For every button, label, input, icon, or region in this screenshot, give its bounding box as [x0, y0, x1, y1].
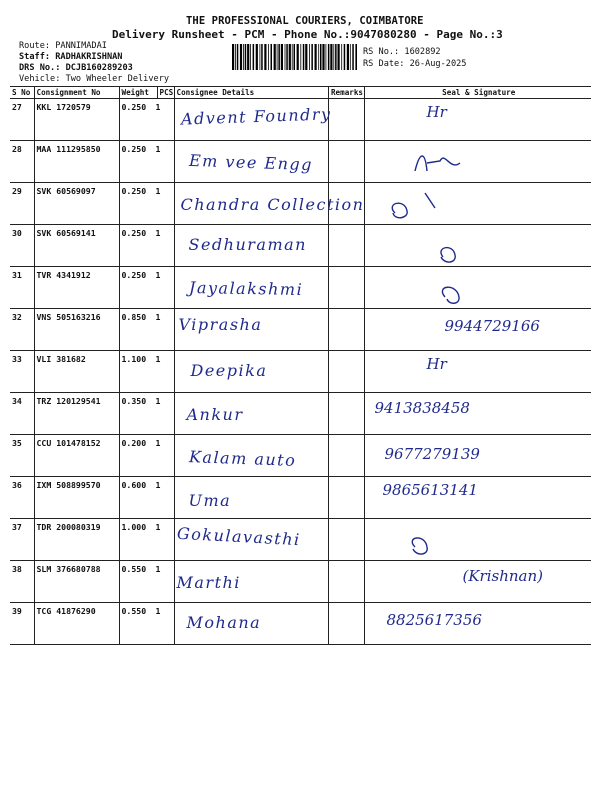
- table-row: [10, 435, 591, 477]
- remarks-cell: [328, 435, 364, 477]
- rs-number: RS No.: 1602892: [363, 47, 441, 57]
- weight-value: 0.350: [121, 396, 147, 406]
- weight-value: 0.250: [121, 144, 147, 154]
- barcode-bar: [261, 44, 263, 70]
- barcode-bar: [355, 44, 357, 70]
- table-row: [10, 477, 591, 519]
- signature-cell: [364, 267, 591, 309]
- consignee-handwriting: Sedhuraman: [188, 235, 307, 254]
- runsheet-subtitle: Delivery Runsheet - PCM - Phone No.:9047080280 - Page No.:3: [112, 28, 503, 41]
- signature-cell: [364, 519, 591, 561]
- consignee-cell: [174, 351, 328, 393]
- remarks-cell: [328, 309, 364, 351]
- vehicle-label: Vehicle: Two Wheeler Delivery: [19, 74, 170, 84]
- sno-cell: [10, 477, 34, 519]
- weight-pcs-cell: [119, 309, 174, 351]
- consignment-number: VLI 381682: [36, 354, 86, 364]
- barcode-bar: [315, 44, 317, 70]
- consignment-cell: [34, 225, 119, 267]
- signature-handwriting: 9944729166: [444, 317, 540, 335]
- barcode-bar: [274, 44, 276, 70]
- pcs-value: 1: [155, 606, 161, 616]
- sno-value: 35: [12, 438, 22, 448]
- signature-handwriting: 9677279139: [384, 445, 480, 463]
- consignment-cell: [34, 561, 119, 603]
- barcode-bar: [347, 44, 349, 70]
- sno-value: 39: [12, 606, 22, 616]
- weight-pcs-cell: [119, 183, 174, 225]
- barcode-bar: [277, 44, 278, 70]
- col-header-weight: Weight: [119, 87, 157, 99]
- sno-cell: [10, 393, 34, 435]
- barcode-bar: [278, 44, 280, 70]
- consignment-number: SVK 60569141: [36, 228, 96, 238]
- table-row: [10, 309, 591, 351]
- sno-value: 31: [12, 270, 22, 280]
- barcode-bar: [294, 44, 296, 70]
- company-title: THE PROFESSIONAL COURIERS, COIMBATORE: [186, 15, 424, 27]
- table-row: [10, 99, 591, 141]
- pcs-value: 1: [155, 396, 161, 406]
- remarks-cell: [328, 477, 364, 519]
- barcode-bar: [289, 44, 291, 70]
- barcode-bar: [250, 44, 251, 70]
- barcode-bar: [243, 44, 244, 70]
- consignment-cell: [34, 393, 119, 435]
- signature-cell: [364, 393, 591, 435]
- weight-value: 0.250: [121, 186, 147, 196]
- signature-handwriting: Hr: [426, 103, 447, 121]
- signature-handwriting: 9865613141: [382, 481, 478, 499]
- table-row: [10, 351, 591, 393]
- sno-value: 34: [12, 396, 22, 406]
- weight-pcs-cell: [119, 561, 174, 603]
- consignee-handwriting: Advent Foundry: [180, 104, 332, 129]
- signature-cell: [364, 477, 591, 519]
- signature-stroke: [442, 287, 459, 303]
- signature-scribble: [365, 519, 592, 560]
- consignment-number: IXM 508899570: [36, 480, 101, 490]
- consignee-cell: [174, 561, 328, 603]
- barcode-bar: [285, 44, 286, 70]
- sno-cell: [10, 435, 34, 477]
- sno-cell: [10, 183, 34, 225]
- signature-cell: [364, 351, 591, 393]
- sno-value: 32: [12, 312, 22, 322]
- rs-date: RS Date: 26-Aug-2025: [363, 59, 467, 69]
- remarks-cell: [328, 225, 364, 267]
- remarks-cell: [328, 267, 364, 309]
- consignee-cell: [174, 141, 328, 183]
- table-row: [10, 267, 591, 309]
- consignment-number: TVR 4341912: [36, 270, 91, 280]
- pcs-value: 1: [155, 144, 161, 154]
- sno-cell: [10, 603, 34, 645]
- barcode-bar: [286, 44, 288, 70]
- signature-scribble: [365, 267, 592, 308]
- signature-handwriting: (Krishnan): [462, 567, 544, 585]
- sno-cell: [10, 225, 34, 267]
- sno-value: 27: [12, 102, 22, 112]
- weight-pcs-cell: [119, 519, 174, 561]
- consignee-handwriting: Jayalakshmi: [188, 278, 303, 299]
- barcode: [232, 44, 357, 70]
- consignee-handwriting: Kalam auto: [188, 447, 297, 470]
- barcode-bar: [232, 44, 234, 70]
- sno-cell: [10, 561, 34, 603]
- consignment-number: CCU 101478152: [36, 438, 101, 448]
- table-row: [10, 183, 591, 225]
- consignee-cell: [174, 603, 328, 645]
- pcs-value: 1: [155, 228, 161, 238]
- consignee-handwriting: Deepika: [190, 361, 268, 380]
- consignee-cell: [174, 435, 328, 477]
- sno-value: 33: [12, 354, 22, 364]
- signature-handwriting: Hr: [426, 355, 447, 373]
- weight-pcs-cell: [119, 435, 174, 477]
- signature-stroke: [412, 538, 427, 554]
- consignment-cell: [34, 309, 119, 351]
- consignee-cell: [174, 267, 328, 309]
- consignee-cell: [174, 225, 328, 267]
- barcode-bar: [352, 44, 354, 70]
- pcs-value: 1: [155, 480, 161, 490]
- barcode-bar: [247, 44, 249, 70]
- barcode-bar: [326, 44, 327, 70]
- consignee-cell: [174, 309, 328, 351]
- consignee-cell: [174, 477, 328, 519]
- consignment-cell: [34, 183, 119, 225]
- barcode-bar: [341, 44, 342, 70]
- weight-value: 0.200: [121, 438, 147, 448]
- consignment-number: SLM 376680788: [36, 564, 101, 574]
- signature-cell: [364, 99, 591, 141]
- barcode-bar: [292, 44, 293, 70]
- consignee-cell: [174, 519, 328, 561]
- barcode-bar: [253, 44, 255, 70]
- barcode-bar: [235, 44, 236, 70]
- sno-value: 36: [12, 480, 22, 490]
- signature-cell: [364, 141, 591, 183]
- sno-cell: [10, 351, 34, 393]
- sno-cell: [10, 309, 34, 351]
- delivery-table: [10, 86, 591, 645]
- barcode-bar: [260, 44, 261, 70]
- barcode-bar: [344, 44, 346, 70]
- pcs-value: 1: [155, 312, 161, 322]
- weight-value: 1.000: [121, 522, 147, 532]
- consignment-cell: [34, 603, 119, 645]
- signature-scribble: [365, 141, 592, 182]
- weight-value: 0.250: [121, 102, 147, 112]
- signature-scribble: [365, 183, 592, 224]
- consignment-cell: [34, 267, 119, 309]
- signature-cell: [364, 309, 591, 351]
- barcode-bar: [322, 44, 324, 70]
- col-header-remarks: Remarks: [328, 87, 364, 99]
- weight-pcs-cell: [119, 99, 174, 141]
- barcode-bar: [237, 44, 239, 70]
- weight-value: 0.250: [121, 228, 147, 238]
- barcode-bar: [330, 44, 332, 70]
- remarks-cell: [328, 183, 364, 225]
- col-header-consignment: Consignment No: [34, 87, 119, 99]
- barcode-bar: [333, 44, 334, 70]
- remarks-cell: [328, 99, 364, 141]
- pcs-value: 1: [155, 186, 161, 196]
- weight-value: 0.250: [121, 270, 147, 280]
- remarks-cell: [328, 141, 364, 183]
- consignee-handwriting: Marthi: [176, 573, 241, 592]
- remarks-cell: [328, 351, 364, 393]
- consignment-cell: [34, 99, 119, 141]
- remarks-cell: [328, 393, 364, 435]
- weight-value: 0.550: [121, 606, 147, 616]
- consignment-number: TDR 200080319: [36, 522, 101, 532]
- signature-cell: [364, 435, 591, 477]
- sno-value: 38: [12, 564, 22, 574]
- signature-cell: [364, 603, 591, 645]
- weight-value: 0.550: [121, 564, 147, 574]
- signature-stroke: [415, 156, 460, 171]
- pcs-value: 1: [155, 270, 161, 280]
- signature-handwriting: 8825617356: [386, 611, 482, 629]
- consignment-cell: [34, 477, 119, 519]
- consignment-number: VNS 505163216: [36, 312, 101, 322]
- col-header-sno: S No: [10, 87, 34, 99]
- weight-pcs-cell: [119, 267, 174, 309]
- consignment-cell: [34, 351, 119, 393]
- table-row: [10, 393, 591, 435]
- weight-pcs-cell: [119, 225, 174, 267]
- table-header-row: [10, 87, 591, 99]
- signature-cell: [364, 183, 591, 225]
- pcs-value: 1: [155, 354, 161, 364]
- signature-stroke: [392, 193, 435, 218]
- consignment-cell: [34, 519, 119, 561]
- pcs-value: 1: [155, 564, 161, 574]
- consignee-handwriting: Chandra Collection: [180, 195, 365, 214]
- remarks-cell: [328, 561, 364, 603]
- sno-value: 37: [12, 522, 22, 532]
- table-row: [10, 561, 591, 603]
- weight-pcs-cell: [119, 393, 174, 435]
- sno-value: 29: [12, 186, 22, 196]
- signature-stroke: [440, 248, 454, 262]
- consignment-number: MAA 111295850: [36, 144, 101, 154]
- pcs-value: 1: [155, 522, 161, 532]
- weight-pcs-cell: [119, 477, 174, 519]
- consignment-number: TRZ 120129541: [36, 396, 101, 406]
- weight-value: 1.100: [121, 354, 147, 364]
- sno-value: 30: [12, 228, 22, 238]
- consignee-handwriting: Mohana: [186, 613, 262, 632]
- barcode-bar: [338, 44, 340, 70]
- barcode-bar: [256, 44, 258, 70]
- signature-handwriting: 9413838458: [374, 399, 470, 417]
- barcode-bar: [281, 44, 283, 70]
- table-row: [10, 225, 591, 267]
- col-header-pcs: PCS: [157, 87, 174, 99]
- sno-cell: [10, 141, 34, 183]
- signature-cell: [364, 225, 591, 267]
- consignment-number: SVK 60569097: [36, 186, 96, 196]
- barcode-bar: [271, 44, 273, 70]
- staff-label: Staff: RADHAKRISHNAN: [19, 52, 123, 62]
- barcode-bar: [300, 44, 301, 70]
- signature-scribble: [365, 225, 592, 266]
- consignee-cell: [174, 183, 365, 225]
- consignment-number: KKL 1720579: [36, 102, 91, 112]
- barcode-bar: [318, 44, 319, 70]
- weight-pcs-cell: [119, 141, 174, 183]
- weight-pcs-cell: [119, 351, 174, 393]
- barcode-bar: [297, 44, 299, 70]
- pcs-value: 1: [155, 438, 161, 448]
- consignment-cell: [34, 141, 119, 183]
- consignment-number: TCG 41876290: [36, 606, 96, 616]
- consignee-handwriting: Uma: [188, 491, 232, 510]
- consignee-cell: [174, 99, 332, 141]
- consignee-cell: [174, 393, 328, 435]
- barcode-bar: [240, 44, 242, 70]
- sno-cell: [10, 519, 34, 561]
- route-label: Route: PANNIMADAI: [19, 41, 107, 51]
- weight-pcs-cell: [119, 603, 174, 645]
- barcode-bar: [335, 44, 337, 70]
- weight-value: 0.600: [121, 480, 147, 490]
- col-header-signature: Seal & Signature: [364, 87, 591, 99]
- barcode-bar: [350, 44, 351, 70]
- barcode-bar: [328, 44, 330, 70]
- barcode-bar: [303, 44, 305, 70]
- barcode-bar: [305, 44, 307, 70]
- consignee-handwriting: Em vee Engg: [188, 150, 313, 175]
- table-row: [10, 141, 591, 183]
- sno-value: 28: [12, 144, 22, 154]
- barcode-bar: [320, 44, 322, 70]
- consignment-cell: [34, 435, 119, 477]
- drs-number: DRS No.: DCJB160289203: [19, 63, 133, 73]
- consignee-handwriting: Viprasha: [178, 315, 263, 334]
- sno-cell: [10, 99, 34, 141]
- table-row: [10, 519, 591, 561]
- col-header-consignee: Consignee Details: [174, 87, 328, 99]
- remarks-cell: [328, 519, 364, 561]
- barcode-bar: [245, 44, 247, 70]
- barcode-bar: [264, 44, 266, 70]
- signature-cell: [364, 561, 591, 603]
- barcode-bar: [268, 44, 269, 70]
- pcs-value: 1: [155, 102, 161, 112]
- weight-value: 0.850: [121, 312, 147, 322]
- consignee-handwriting: Ankur: [186, 405, 244, 424]
- barcode-bar: [311, 44, 313, 70]
- remarks-cell: [328, 603, 364, 645]
- table-row: [10, 603, 591, 645]
- consignee-handwriting: Gokulavasthi: [176, 523, 301, 550]
- sno-cell: [10, 267, 34, 309]
- barcode-bar: [309, 44, 310, 70]
